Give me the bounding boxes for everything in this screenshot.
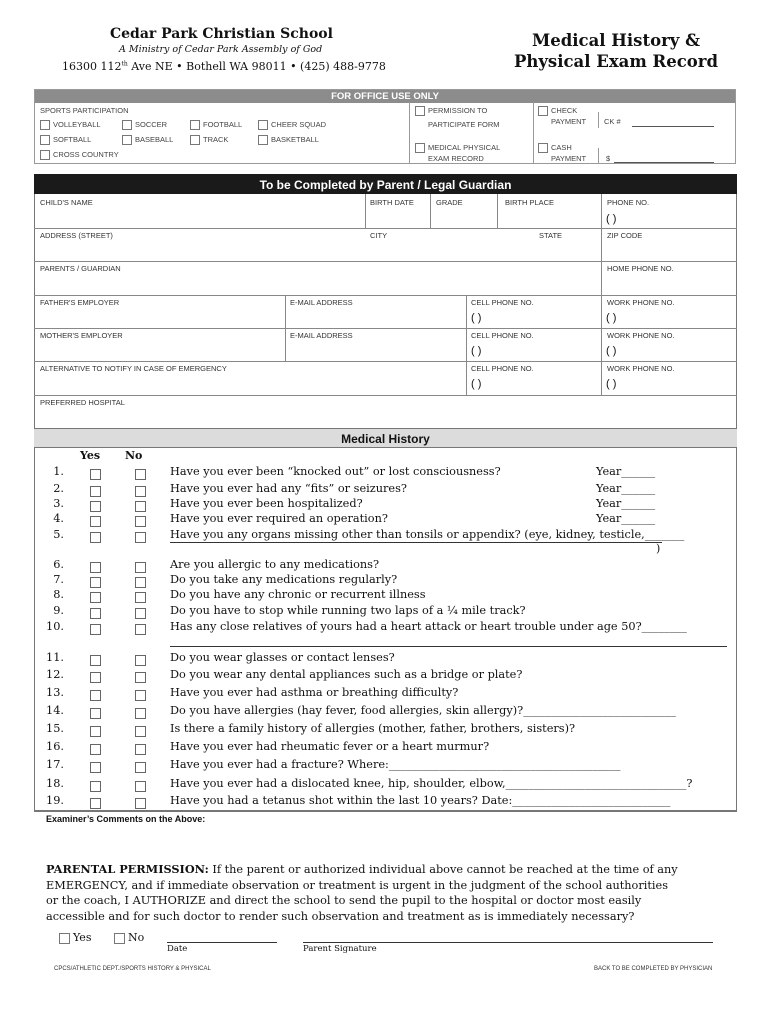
parents-guardian-field[interactable]: PARENTS / GUARDIAN <box>40 264 121 273</box>
col-divider <box>601 194 602 228</box>
permission-yes-label: Yes <box>73 931 92 944</box>
checkbox-icon <box>415 106 425 116</box>
parent-section-heading: To be Completed by Parent / Legal Guardian <box>34 174 737 194</box>
question-number: 15. <box>46 722 64 735</box>
no-checkbox[interactable] <box>135 708 146 719</box>
yes-checkbox[interactable] <box>90 726 101 737</box>
q5-close-paren: ) <box>656 542 661 555</box>
checkbox-icon <box>40 150 50 160</box>
address-post: Ave NE • Bothell WA 98011 • (425) 488-9778 <box>127 60 386 73</box>
checkbox-icon <box>258 135 268 145</box>
permission-label: PARENTAL PERMISSION: <box>46 862 209 876</box>
no-checkbox[interactable] <box>135 486 146 497</box>
yes-checkbox[interactable] <box>90 798 101 809</box>
ck-number-label: CK # <box>604 117 621 126</box>
sport-label: BASKETBALL <box>271 135 319 144</box>
permission-line2: PARTICIPATE FORM <box>428 120 500 129</box>
no-checkbox[interactable] <box>135 608 146 619</box>
yes-checkbox[interactable] <box>90 577 101 588</box>
question-number: 10. <box>46 620 64 633</box>
checkbox-icon <box>40 120 50 130</box>
question-number: 14. <box>46 704 64 717</box>
no-column-header: No <box>125 449 143 462</box>
col-divider <box>497 194 498 228</box>
father-cell-area: ( ) <box>471 312 482 324</box>
cash-divider <box>598 148 599 164</box>
yes-checkbox[interactable] <box>90 501 101 512</box>
permission-text1: If the parent or authorized individual above cannot be reached at the time of any <box>208 863 678 876</box>
no-checkbox[interactable] <box>135 655 146 666</box>
check-line1: CHECK <box>551 106 578 115</box>
father-email-field[interactable]: E-MAIL ADDRESS <box>290 298 353 307</box>
checkbox-icon <box>538 143 548 153</box>
father-cell-field[interactable]: CELL PHONE NO. <box>471 298 534 307</box>
alt-work-field[interactable]: WORK PHONE NO. <box>607 364 675 373</box>
question-text: Do you have to stop while running two laps of a ¼ mile track? <box>170 604 526 617</box>
col-divider <box>601 295 602 395</box>
alt-work-area: ( ) <box>606 378 617 390</box>
medical-line2: EXAM RECORD <box>428 154 484 163</box>
mother-email-field[interactable]: E-MAIL ADDRESS <box>290 331 353 340</box>
question-number: 8. <box>53 588 64 601</box>
permission-line1: PERMISSION TO <box>428 106 488 115</box>
sport-label: FOOTBALL <box>203 120 243 129</box>
no-checkbox[interactable] <box>135 690 146 701</box>
question-text: Have you ever required an operation? <box>170 512 388 525</box>
no-checkbox[interactable] <box>135 672 146 683</box>
question-text: Have you ever had any “fits” or seizures? <box>170 482 407 495</box>
yes-checkbox[interactable] <box>90 516 101 527</box>
office-divider-2 <box>533 102 534 164</box>
sport-volleyball[interactable] <box>40 120 101 130</box>
permission-text4: accessible and for such doctor to render such observation and treatment as is immediately necessary? <box>46 909 635 923</box>
mother-work-area: ( ) <box>606 345 617 357</box>
alt-cell-area: ( ) <box>471 378 482 390</box>
medical-line1: MEDICAL PHYSICAL <box>428 143 501 152</box>
sport-label: SOCCER <box>135 120 168 129</box>
no-checkbox[interactable] <box>135 469 146 480</box>
ministry-line: A Ministry of Cedar Park Assembly of God <box>119 44 323 55</box>
question-number: 18. <box>46 777 64 790</box>
school-name: Cedar Park Christian School <box>110 26 333 42</box>
cash-dollar-label: $ <box>606 154 611 163</box>
ck-number-line[interactable] <box>632 126 714 127</box>
permission-text2: EMERGENCY, and if immediate observation or treatment is urgent in the judgment of the school authorities <box>46 878 669 892</box>
question-number: 1. <box>53 465 64 478</box>
col-divider <box>601 228 602 261</box>
office-divider-1 <box>409 102 410 164</box>
no-checkbox[interactable] <box>135 798 146 809</box>
question-text: Has any close relatives of yours had a heart attack or heart trouble under age 50?________ <box>170 620 687 633</box>
grade-field[interactable]: GRADE <box>436 198 463 207</box>
checkbox-icon <box>114 933 125 944</box>
form-title <box>504 30 728 72</box>
yes-checkbox[interactable] <box>90 532 101 543</box>
examiner-divider <box>34 810 737 811</box>
question-text: Do you wear any dental appliances such as a bridge or plate? <box>170 668 523 681</box>
footer-right: BACK TO BE COMPLETED BY PHYSICIAN <box>594 966 713 972</box>
yes-column-header: Yes <box>80 449 101 462</box>
checkbox-icon <box>122 135 132 145</box>
mother-cell-field[interactable]: CELL PHONE NO. <box>471 331 534 340</box>
checkbox-icon <box>258 120 268 130</box>
question-number: 19. <box>46 794 64 807</box>
city-field[interactable]: CITY <box>370 231 388 240</box>
mother-cell-area: ( ) <box>471 345 482 357</box>
row-line <box>34 295 737 296</box>
address-sup: th <box>121 60 128 68</box>
examiner-comments-label: Examiner’s Comments on the Above: <box>46 814 206 824</box>
parent-signature-line[interactable] <box>303 942 713 943</box>
fathers-employer-field[interactable]: FATHER'S EMPLOYER <box>40 298 120 307</box>
row-line <box>34 228 737 229</box>
title-line1: Medical History & <box>531 31 700 50</box>
checkbox-icon <box>415 143 425 153</box>
question-text: Do you wear glasses or contact lenses? <box>170 651 395 664</box>
sport-soccer[interactable] <box>122 120 167 130</box>
check-line2: PAYMENT <box>551 117 587 126</box>
question-text: Have you had a tetanus shot within the last 10 years? Date:____________________________ <box>170 794 671 807</box>
alt-cell-field[interactable]: CELL PHONE NO. <box>471 364 534 373</box>
year-field[interactable]: Year______ <box>596 512 656 525</box>
col-divider <box>430 194 431 228</box>
row-line <box>34 261 737 262</box>
checkbox-icon <box>538 106 548 116</box>
yes-checkbox[interactable] <box>90 469 101 480</box>
sport-label: SOFTBALL <box>53 135 92 144</box>
father-work-field[interactable]: WORK PHONE NO. <box>607 298 675 307</box>
birth-place-field[interactable]: BIRTH PLACE <box>505 198 555 207</box>
sport-football[interactable] <box>190 120 242 130</box>
question-number: 13. <box>46 686 64 699</box>
cash-amount-line[interactable] <box>614 162 714 163</box>
ck-divider <box>598 112 599 128</box>
no-checkbox[interactable] <box>135 726 146 737</box>
row-line <box>34 395 737 396</box>
cash-line2: PAYMENT <box>551 154 587 163</box>
permission-no-label: No <box>128 931 145 944</box>
yes-checkbox[interactable] <box>90 690 101 701</box>
address-pre: 16300 112 <box>62 60 122 73</box>
no-checkbox[interactable] <box>135 501 146 512</box>
no-checkbox[interactable] <box>135 624 146 635</box>
phone-no-field[interactable]: PHONE NO. <box>607 198 650 207</box>
row-line <box>34 361 737 362</box>
mothers-employer-field[interactable]: MOTHER'S EMPLOYER <box>40 331 123 340</box>
col-divider <box>466 295 467 395</box>
checkbox-icon <box>190 135 200 145</box>
sport-cross-country[interactable] <box>40 150 119 160</box>
address-field[interactable]: ADDRESS (STREET) <box>40 231 113 240</box>
year-field[interactable]: Year______ <box>596 465 656 478</box>
question-text: Have you ever been hospitalized? <box>170 497 363 510</box>
question-text: Do you have any chronic or recurrent illness <box>170 588 426 601</box>
parent-signature-label: Parent Signature <box>303 944 377 954</box>
school-address <box>62 60 386 73</box>
childs-name-field[interactable]: CHILD'S NAME <box>40 198 93 207</box>
question-text: Have you ever had a fracture? Where:_________________________________________ <box>170 758 621 771</box>
no-checkbox[interactable] <box>135 781 146 792</box>
question-number: 11. <box>46 651 64 664</box>
sport-label: CROSS COUNTRY <box>53 150 119 159</box>
question-number: 7. <box>53 573 64 586</box>
no-checkbox[interactable] <box>135 562 146 573</box>
date-label: Date <box>167 944 188 954</box>
yes-checkbox[interactable] <box>90 672 101 683</box>
sport-cheer-squad[interactable] <box>258 120 326 130</box>
yes-checkbox[interactable] <box>90 762 101 773</box>
question-text: Is there a family history of allergies (mother, father, brothers, sisters)? <box>170 722 576 735</box>
question-text: Do you have allergies (hay fever, food allergies, skin allergy)?___________________________ <box>170 704 676 717</box>
preferred-hospital-field[interactable]: PREFERRED HOSPITAL <box>40 398 125 407</box>
yes-checkbox[interactable] <box>90 655 101 666</box>
permission-no-check[interactable] <box>114 931 144 944</box>
no-checkbox[interactable] <box>135 516 146 527</box>
yes-checkbox[interactable] <box>90 744 101 755</box>
permission-form-check[interactable] <box>415 106 487 116</box>
row-line <box>34 328 737 329</box>
sport-label: VOLLEYBALL <box>53 120 101 129</box>
date-line[interactable] <box>167 942 277 943</box>
sport-softball[interactable] <box>40 135 91 145</box>
sport-basketball[interactable] <box>258 135 319 145</box>
question-text: Have you ever had a dislocated knee, hip, shoulder, elbow,________________________________? <box>170 777 693 790</box>
question-number: 9. <box>53 604 64 617</box>
yes-checkbox[interactable] <box>90 608 101 619</box>
sport-label: CHEER SQUAD <box>271 120 327 129</box>
state-field[interactable]: STATE <box>539 231 563 240</box>
question-text: Are you allergic to any medications? <box>170 558 379 571</box>
q10-answer-line[interactable] <box>170 646 727 647</box>
permission-yes-check[interactable] <box>59 931 91 944</box>
phone-area-code: ( ) <box>606 213 617 225</box>
home-phone-field[interactable]: HOME PHONE NO. <box>607 264 674 273</box>
yes-checkbox[interactable] <box>90 781 101 792</box>
yes-checkbox[interactable] <box>90 708 101 719</box>
mother-work-field[interactable]: WORK PHONE NO. <box>607 331 675 340</box>
sports-participation-label: SPORTS PARTICIPATION <box>40 106 129 115</box>
sport-baseball[interactable] <box>122 135 173 145</box>
permission-text3: or the coach, I AUTHORIZE and direct the school to send the pupil to the hospital or doctor most easily <box>46 894 642 907</box>
question-text: Have you ever been “knocked out” or lost consciousness? <box>170 465 501 478</box>
question-number: 12. <box>46 668 64 681</box>
yes-checkbox[interactable] <box>90 486 101 497</box>
check-payment-check[interactable] <box>538 106 577 116</box>
no-checkbox[interactable] <box>135 744 146 755</box>
zip-field[interactable]: ZIP CODE <box>607 231 643 240</box>
no-checkbox[interactable] <box>135 577 146 588</box>
question-number: 6. <box>53 558 64 571</box>
no-checkbox[interactable] <box>135 762 146 773</box>
cash-payment-check[interactable] <box>538 143 572 153</box>
title-line2: Physical Exam Record <box>513 52 719 71</box>
year-field[interactable]: Year______ <box>596 482 656 495</box>
checkbox-icon <box>59 933 70 944</box>
col-divider <box>365 194 366 228</box>
col-divider <box>285 295 286 361</box>
question-number: 3. <box>53 497 64 510</box>
question-number: 5. <box>53 528 64 541</box>
yes-checkbox[interactable] <box>90 592 101 603</box>
question-number: 16. <box>46 740 64 753</box>
father-work-area: ( ) <box>606 312 617 324</box>
checkbox-icon <box>122 120 132 130</box>
medical-exam-check[interactable] <box>415 143 500 153</box>
question-number: 17. <box>46 758 64 771</box>
question-number: 4. <box>53 512 64 525</box>
question-number: 2. <box>53 482 64 495</box>
sport-label: TRACK <box>203 135 229 144</box>
alternative-contact-field[interactable]: ALTERNATIVE TO NOTIFY IN CASE OF EMERGENCY <box>40 364 227 373</box>
question-text: Have you ever had asthma or breathing difficulty? <box>170 686 459 699</box>
checkbox-icon <box>40 135 50 145</box>
question-text: Have you any organs missing other than tonsils or appendix? (eye, kidney, testicle,_______ <box>170 528 685 541</box>
sport-track[interactable] <box>190 135 228 145</box>
no-checkbox[interactable] <box>135 592 146 603</box>
medical-history-heading: Medical History <box>34 429 737 448</box>
checkbox-icon <box>190 120 200 130</box>
yes-checkbox[interactable] <box>90 624 101 635</box>
yes-checkbox[interactable] <box>90 562 101 573</box>
office-use-heading: FOR OFFICE USE ONLY <box>35 90 735 103</box>
footer-left: CPCS/ATHLETIC DEPT./SPORTS HISTORY & PHYSICAL <box>54 966 211 972</box>
col-divider <box>601 261 602 295</box>
no-checkbox[interactable] <box>135 532 146 543</box>
cash-line1: CASH <box>551 143 572 152</box>
question-text: Do you take any medications regularly? <box>170 573 398 586</box>
year-field[interactable]: Year______ <box>596 497 656 510</box>
q5-answer-line[interactable] <box>170 542 662 543</box>
parental-permission-paragraph <box>46 862 728 924</box>
birth-date-field[interactable]: BIRTH DATE <box>370 198 414 207</box>
sport-label: BASEBALL <box>135 135 174 144</box>
question-text: Have you ever had rheumatic fever or a heart murmur? <box>170 740 490 753</box>
